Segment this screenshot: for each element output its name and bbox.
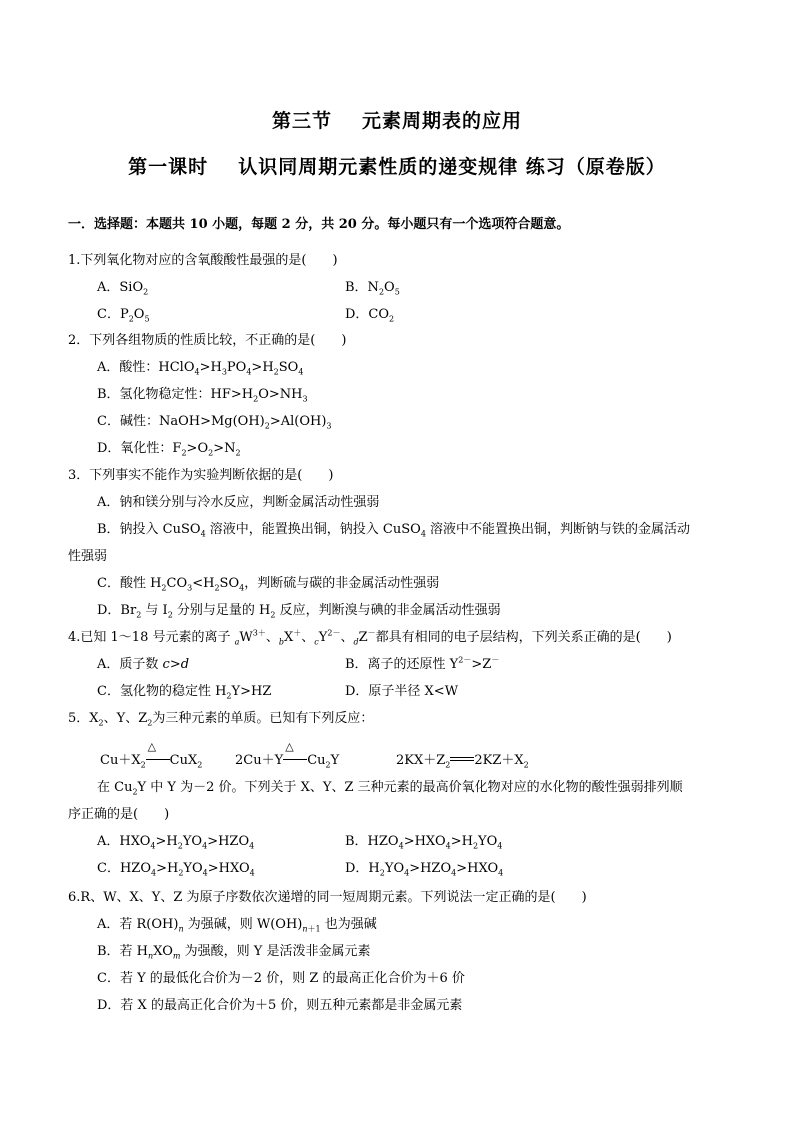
q5-question: 在 $Cu_2Y$ 中 Y 为－2 价。下列关于 X、Y、Z 三种元素的最高价氧化物对应的水化物的酸性强弱排列顺 <box>97 780 683 797</box>
q5-reaction-2: 2Cu＋Y △ $Cu_2Y$ <box>235 740 340 770</box>
q4-option-a: A．质子数 c>d <box>97 657 190 672</box>
question-3: 3．下列事实不能作为实验判断依据的是( ) <box>68 468 334 483</box>
q3-option-b: B．钠投入 CuSO$_4$ 溶液中，能置换出铜，钠投入 CuSO$_4$ 溶液中不能置换出铜，判断钠与铁的金属活动 <box>97 522 691 539</box>
question-2: 2．下列各组物质的性质比较，不正确的是( ) <box>68 333 347 348</box>
q6-option-d: D．若 X 的最高正化合价为＋5 价，则五种元素都是非金属元素 <box>97 998 463 1013</box>
q2-option-d: D．氧化性：$F_2>O_2>N_2$ <box>97 441 241 458</box>
q1-option-b: B．$N_2O_5$ <box>345 280 400 297</box>
q2-option-a: A．酸性：$HClO_4>H_3PO_4>H_2SO_4$ <box>97 360 304 377</box>
q1-option-c: C．$P_2O_5$ <box>97 307 150 324</box>
q5-option-a: A．$HXO_4>H_2YO_4>HZO_4$ <box>97 834 255 851</box>
page-title: 第三节 元素周期表的应用 <box>271 110 523 132</box>
q5-option-b: B．$HZO_4>HXO_4>H_2YO_4$ <box>345 834 503 851</box>
question-1: 1.下列氧化物对应的含氧酸酸性最强的是( ) <box>68 253 338 268</box>
q6-option-c: C．若 Y 的最低化合价为－2 价，则 Z 的最高正化合价为＋6 价 <box>97 971 465 986</box>
q3-option-c: C．酸性 $H_2CO_3<H_2SO_4$，判断硫与碳的非金属活动性强弱 <box>97 576 440 593</box>
question-6: 6.R、W、X、Y、Z 为原子序数依次递增的同一短周期元素。下列说法一定正确的是( ) <box>68 890 587 905</box>
q3-option-b-cont: 性强弱 <box>68 549 108 564</box>
q1-option-d: D．$CO_2$ <box>345 307 395 324</box>
q4-option-b: B．离子的还原性 $Y^{2-}>Z^-$ <box>345 655 500 672</box>
q5-option-d: D．$H_2YO_4>HZO_4>HXO_4$ <box>345 861 504 878</box>
q5-question-cont: 序正确的是( ) <box>68 807 170 822</box>
q5-reaction-1: $Cu+X_2$ △ CuX$_2$ <box>100 740 203 770</box>
q6-option-a: A．若 $R(OH)_n$ 为强碱，则 $W(OH)_{n+1}$ 也为强碱 <box>97 917 377 934</box>
question-5: 5．$X_2$、Y、$Z_2$为三种元素的单质。已知有下列反应： <box>68 711 374 728</box>
q6-option-b: B．若 $H_nXO_m$ 为强酸，则 Y 是活泼非金属元素 <box>97 944 371 961</box>
q4-option-d: D．原子半径 X<W <box>345 684 459 699</box>
question-4: 4.已知 1～18 号元素的离子 $_aW^{3+}$、$_b$X＋、$_cY^{2-}$、$_d$Z－都具有相同的电子层结构，下列关系正确的是( ) <box>68 628 672 647</box>
q5-option-c: C．$HZO_4>H_2YO_4>HXO_4$ <box>97 861 255 878</box>
q2-option-c: C．碱性：$NaOH>Mg(OH)_2>Al(OH)_3$ <box>97 414 332 431</box>
page-subtitle: 第一课时 认识同周期元素性质的递变规律 练习（原卷版） <box>128 156 666 178</box>
q1-option-a: A．SiO$_2$ <box>97 280 149 297</box>
q3-option-a: A．钠和镁分别与冷水反应，判断金属活动性强弱 <box>97 495 380 510</box>
q3-option-d: D．$Br_2$ 与 $I_2$ 分别与足量的 $H_2$ 反应，判断溴与碘的非金属活动性强弱 <box>97 603 501 620</box>
q4-option-c: C．氢化物的稳定性 $H_2Y>HZ$ <box>97 684 272 701</box>
q5-reaction-3: $2KX+Z_2$ $2KZ+X_2$ <box>396 753 529 770</box>
section-heading: 一．选择题：本题共 10 小题，每题 2 分，共 20 分。每小题只有一个选项符合题意。 <box>68 217 570 232</box>
q2-option-b: B．氢化物稳定性：$HF>H_2O>NH_3$ <box>97 387 308 404</box>
